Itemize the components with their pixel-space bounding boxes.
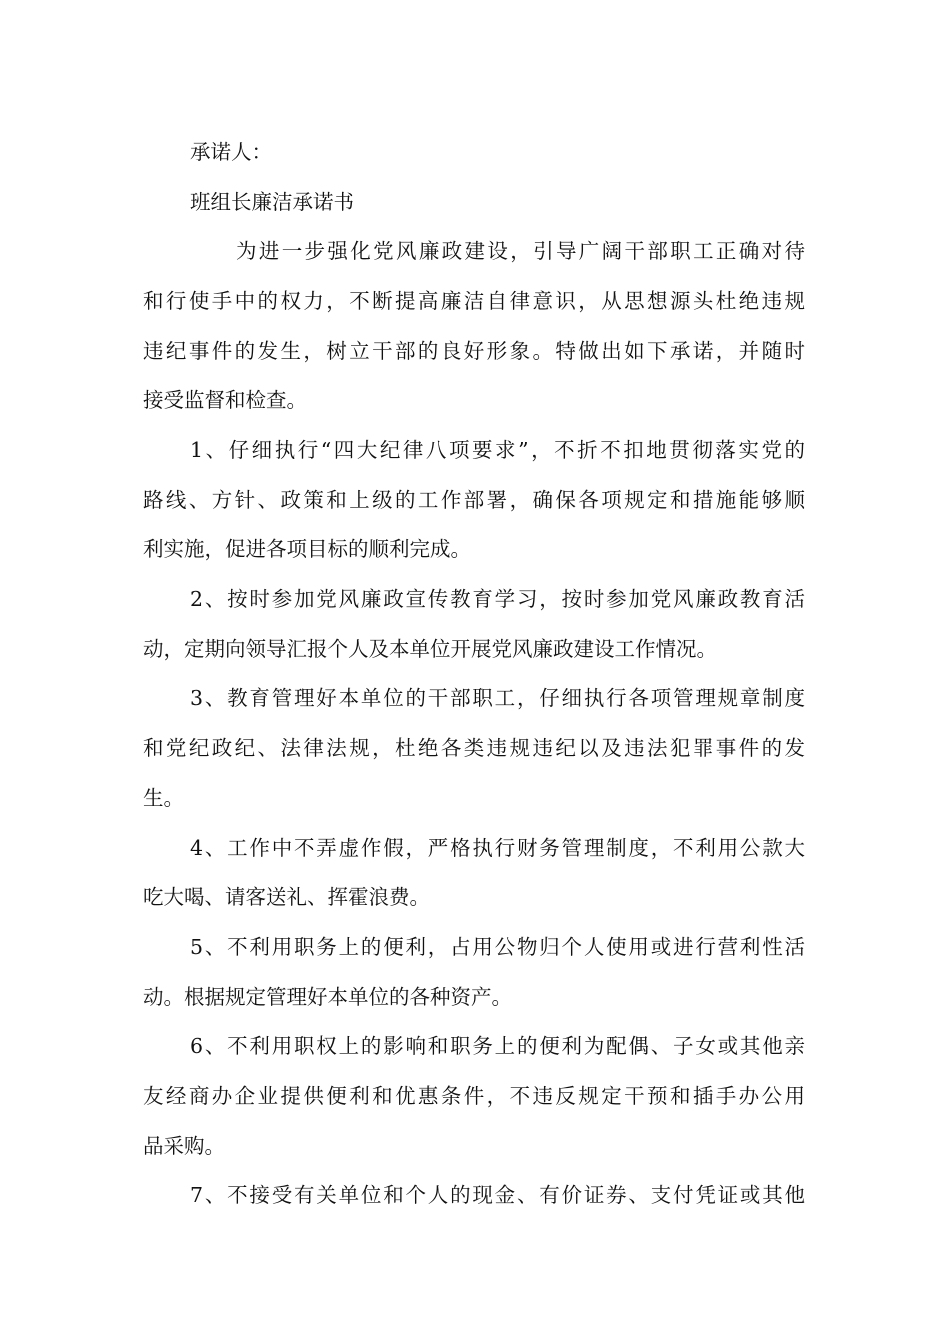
item-7-line-1: 7、不接受有关单位和个人的现金、有价证券、支付凭证或其他 [190, 1183, 805, 1207]
item-6-line-1: 6、不利用职权上的影响和职务上的便利为配偶、子女或其他亲 [190, 1034, 805, 1058]
intro-line-2: 和行使手中的权力，不断提高廉洁自律意识，从思想源头杜绝违规 [143, 289, 805, 313]
item-1-line-2: 路线、方针、政策和上级的工作部署，确保各项规定和措施能够顺 [143, 488, 805, 512]
item-5-line-1: 5、不利用职务上的便利，占用公物归个人使用或进行营利性活 [190, 935, 805, 959]
document-title: 班组长廉洁承诺书 [190, 190, 354, 214]
intro-line-3: 违纪事件的发生，树立干部的良好形象。特做出如下承诺，并随时 [143, 339, 805, 363]
item-6-line-2: 友经商办企业提供便利和优惠条件，不违反规定干预和插手办公用 [143, 1084, 805, 1108]
item-4-line-1: 4、工作中不弄虚作假，严格执行财务管理制度，不利用公款大 [190, 836, 805, 860]
signature-label: 承诺人： [190, 140, 272, 164]
item-4-line-2: 吃大喝、请客送礼、挥霍浪费。 [143, 885, 430, 909]
intro-line-1: 为进一步强化党风廉政建设，引导广阔干部职工正确对待 [236, 239, 805, 263]
item-3-line-1: 3、教育管理好本单位的干部职工，仔细执行各项管理规章制度 [190, 686, 805, 710]
intro-line-4: 接受监督和检查。 [143, 388, 307, 412]
item-3-line-2: 和党纪政纪、法律法规，杜绝各类违规违纪以及违法犯罪事件的发 [143, 736, 805, 760]
item-2-line-2: 动，定期向领导汇报个人及本单位开展党风廉政建设工作情况。 [143, 637, 717, 661]
item-3-line-3: 生。 [143, 786, 184, 810]
item-5-line-2: 动。根据规定管理好本单位的各种资产。 [143, 985, 512, 1009]
item-1-line-3: 利实施，促进各项目标的顺利完成。 [143, 537, 471, 561]
item-6-line-3: 品采购。 [143, 1134, 225, 1158]
item-1-line-1: 1、仔细执行“四大纪律八项要求”，不折不扣地贯彻落实党的 [190, 438, 805, 462]
item-2-line-1: 2、按时参加党风廉政宣传教育学习，按时参加党风廉政教育活 [190, 587, 805, 611]
